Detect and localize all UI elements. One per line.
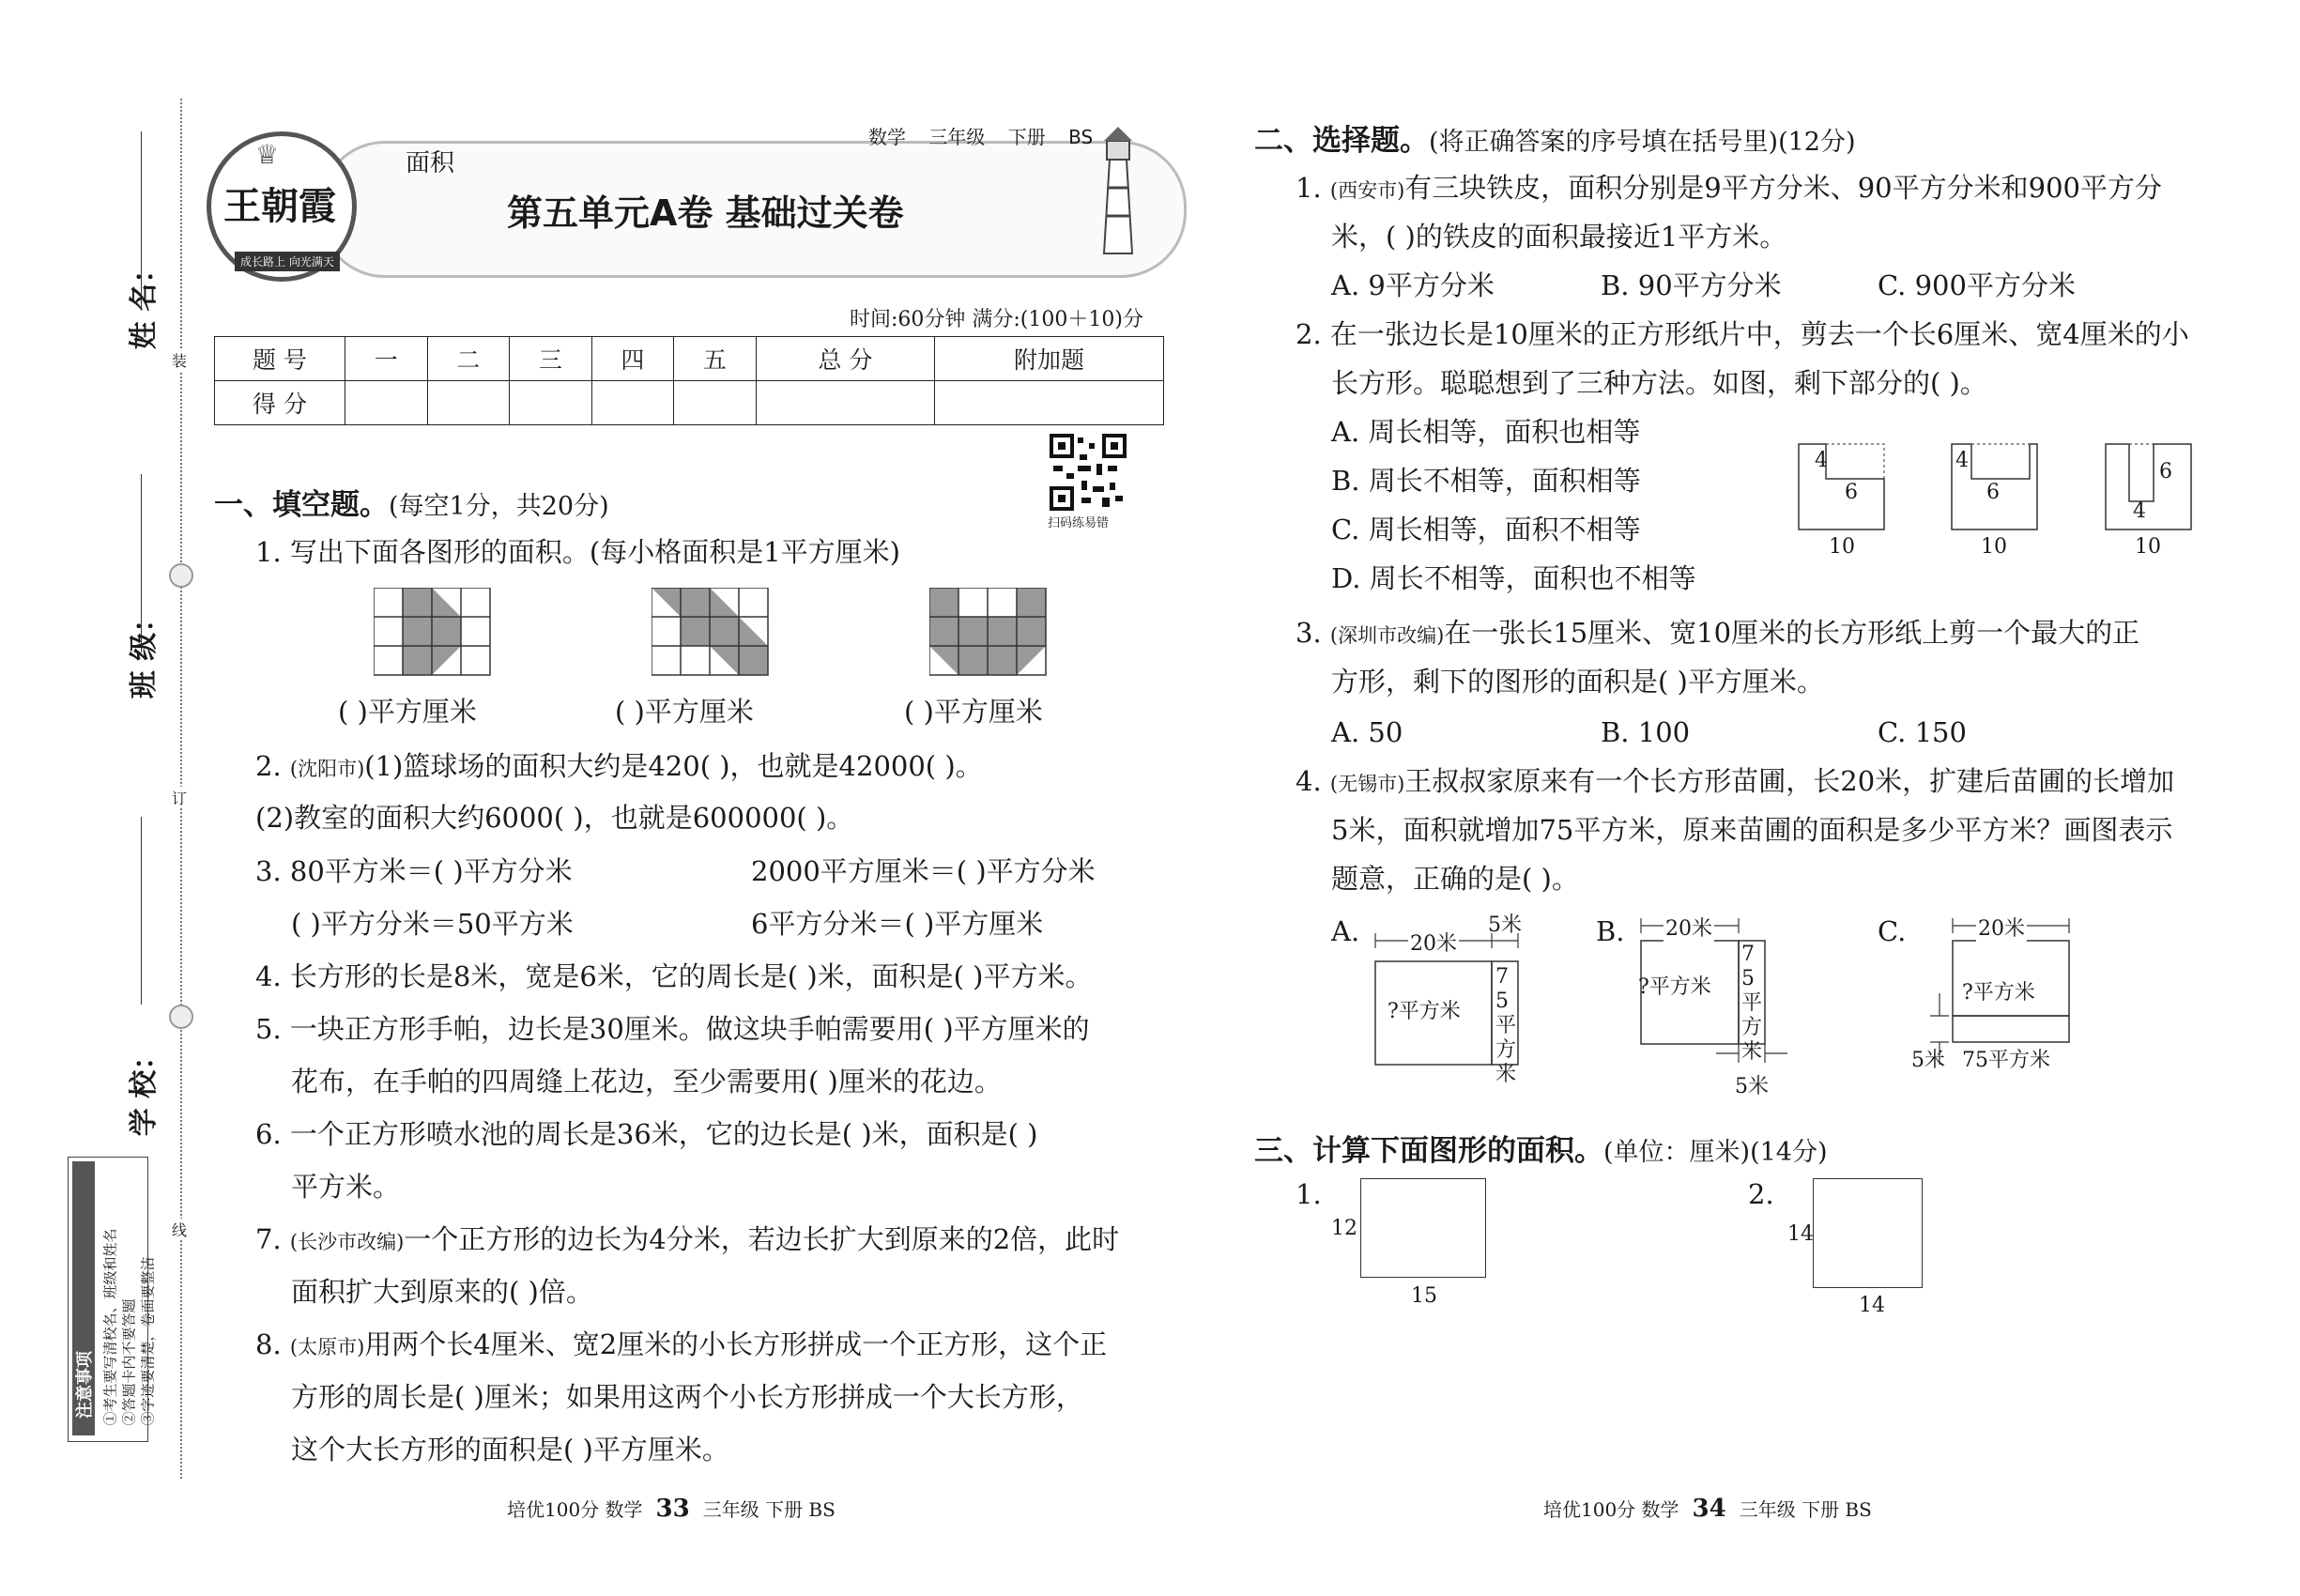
question-4: 4. 长方形的长是8米，宽是6米，它的周长是( )米，面积是( )平方米。 <box>255 960 1093 992</box>
choice-1: 1. (西安市)有三块铁皮，面积分别是9平方分米、90平方分米和900平方分 <box>1296 172 2162 204</box>
choice-3b: 方形，剩下的图形的面积是( )平方厘米。 <box>1331 666 1824 698</box>
score-input[interactable] <box>427 381 510 425</box>
source-tag: (太原市) <box>289 1336 365 1358</box>
question-3b: 2000平方厘米＝( )平方分米 <box>751 855 1096 887</box>
dim-label: 5米 <box>1911 1049 1945 1072</box>
choice-3: 3. (深圳市改编)在一张长15厘米、宽10厘米的长方形纸上剪一个最大的正 <box>1296 617 2140 649</box>
score-cell: 总 分 <box>756 337 934 381</box>
notice-item-2: ②答题卡内不要答题 <box>120 1298 138 1426</box>
school-label: 学 校： <box>128 1041 161 1137</box>
brand-crown-icon: ♕ <box>255 139 280 170</box>
school-underline <box>141 817 142 1005</box>
score-cell: 二 <box>427 337 510 381</box>
score-input[interactable] <box>510 381 592 425</box>
option-b-diagram <box>1632 913 1810 1100</box>
score-input[interactable] <box>756 381 934 425</box>
cutout-figure-3 <box>2105 443 2194 532</box>
choice-2b: 长方形。聪聪想到了三种方法。如图，剩下部分的( )。 <box>1331 367 1987 399</box>
choice-3-opt-b[interactable]: B. 100 <box>1601 716 1691 748</box>
page-number: 34 <box>1692 1495 1726 1523</box>
choice-1a: 有三块铁皮，面积分别是9平方分米、90平方分米和900平方分 <box>1404 172 2162 204</box>
question-8b: 方形的周长是( )厘米；如果用这两个小长方形拼成一个大长方形， <box>291 1381 1083 1413</box>
section3-title <box>1254 1127 1828 1169</box>
source-tag: (长沙市改编) <box>289 1231 405 1253</box>
score-input[interactable] <box>935 381 1164 425</box>
question-1: 1. 写出下面各图形的面积。(每小格面积是1平方厘米) <box>255 536 900 568</box>
choice-3-opt-c[interactable]: C. 150 <box>1878 716 1967 748</box>
cut-mark-3: 线 <box>172 1219 187 1240</box>
footer-grade: 三年级 下册 BS <box>1739 1498 1872 1521</box>
dim-label: 10 <box>1829 535 1855 559</box>
score-cell: 五 <box>674 337 757 381</box>
question-8a: 用两个长4厘米、宽2厘米的小长方形拼成一个正方形，这个正 <box>364 1328 1108 1360</box>
source-tag: (沈阳市) <box>289 758 365 780</box>
score-cell: 一 <box>345 337 428 381</box>
notice-item-1: ①考生要写清校名、班级和姓名 <box>101 1228 119 1426</box>
choice-1b: 米，( )的铁皮的面积最接近1平方米。 <box>1331 221 1787 253</box>
dim-label: 14 <box>1859 1294 1885 1317</box>
question-6a: 6. 一个正方形喷水池的周长是36米，它的边长是( )米，面积是( ) <box>255 1118 1038 1150</box>
section2-note: (将正确答案的序号填在括号里)(12分) <box>1429 128 1856 157</box>
subject-tag: BS <box>1068 126 1094 148</box>
answer-blank-2[interactable]: ( )平方厘米 <box>615 696 754 728</box>
score-header-row <box>215 337 1164 381</box>
score-value-row <box>215 381 1164 425</box>
footer-series: 培优100分 数学 <box>507 1498 643 1521</box>
dim-label: 5米 <box>1735 1075 1769 1098</box>
calc-1-rectangle <box>1360 1178 1486 1278</box>
footer-right <box>1543 1495 1872 1523</box>
cut-mark-2: 订 <box>172 787 187 808</box>
choice-1-opt-b[interactable]: B. 90平方分米 <box>1601 269 1782 301</box>
grid-figure-3 <box>929 588 1047 678</box>
score-input[interactable] <box>591 381 674 425</box>
qr-caption: 扫码练易错 <box>1048 516 1110 530</box>
area-label: ?平方米 <box>1962 981 2035 1005</box>
notice-box <box>68 1157 157 1442</box>
score-input[interactable] <box>674 381 757 425</box>
choice-1-opt-c[interactable]: C. 900平方分米 <box>1878 269 2076 301</box>
dim-label: 10 <box>2135 535 2161 559</box>
score-cell: 四 <box>591 337 674 381</box>
cut-mark-1: 装 <box>172 349 187 371</box>
name-label: 姓 名： <box>128 254 161 350</box>
dim-label: 4 <box>1955 449 1969 472</box>
brand-name: 王朝霞 <box>223 184 336 228</box>
class-label: 班 级： <box>128 604 161 699</box>
question-3c: ( )平方分米＝50平方米 <box>291 908 574 940</box>
dim-label: 12 <box>1331 1217 1357 1240</box>
question-2a: (1)篮球场的面积大约是420( )，也就是42000( )。 <box>364 750 983 782</box>
grid-figure-1 <box>374 588 491 678</box>
section1-note: (每空1分，共20分) <box>389 492 609 521</box>
source-tag: (无锡市) <box>1329 773 1405 795</box>
question-3d: 6平方分米＝( )平方厘米 <box>751 908 1044 940</box>
choice-4: 4. (无锡市)王叔叔家原来有一个长方形苗圃，长20米，扩建后苗圃的长增加 <box>1296 765 2175 797</box>
subject-tag: 数学 <box>868 126 906 148</box>
source-tag: (深圳市改编) <box>1329 624 1445 647</box>
section3-note: (单位：厘米)(14分) <box>1603 1138 1828 1167</box>
question-8: 8. (太原市)用两个长4厘米、宽2厘米的小长方形拼成一个正方形，这个正 <box>255 1328 1108 1360</box>
question-8c: 这个大长方形的面积是( )平方厘米。 <box>291 1434 729 1466</box>
dim-label: 20米 <box>1664 913 1714 942</box>
dim-label: 6 <box>2159 460 2172 483</box>
subject-tag: 下册 <box>1007 126 1046 148</box>
area-label: 75平方米 <box>1962 1049 2050 1072</box>
choice-4a: 王叔叔家原来有一个长方形苗圃，长20米，扩建后苗圃的长增加 <box>1404 765 2175 797</box>
subject-tag: 三年级 <box>928 126 986 148</box>
choice-3-opt-a[interactable]: A. 50 <box>1331 716 1403 748</box>
score-table <box>214 336 1164 425</box>
option-b-label[interactable]: B. <box>1596 915 1625 947</box>
dim-label: 20米 <box>1408 928 1459 957</box>
question-5b: 花布，在手帕的四周缝上花边，至少需要用( )厘米的花边。 <box>291 1066 1002 1097</box>
area-label: 75平方米 <box>1495 965 1517 1086</box>
choice-4c: 题意，正确的是( )。 <box>1331 863 1579 895</box>
question-2b: (2)教室的面积大约6000( )，也就是600000( )。 <box>255 802 854 834</box>
score-cell: 得 分 <box>215 381 345 425</box>
sidebar-dot-2 <box>169 1005 193 1029</box>
score-cell: 三 <box>510 337 592 381</box>
question-6b: 平方米。 <box>291 1171 401 1203</box>
question-5a: 5. 一块正方形手帕，边长是30厘米。做这块手帕需要用( )平方厘米的 <box>255 1013 1090 1045</box>
calc-1-number: 1. <box>1296 1178 1322 1210</box>
grid-figure-2 <box>652 588 769 678</box>
dim-label: 10 <box>1981 535 2007 559</box>
calc-2-square <box>1813 1178 1923 1288</box>
dim-label: 5米 <box>1488 913 1522 937</box>
score-cell: 题 号 <box>215 337 345 381</box>
dim-label: 15 <box>1411 1284 1437 1308</box>
question-3a: 3. 80平方米＝( )平方分米 <box>255 855 573 887</box>
subject-tags <box>868 122 1093 149</box>
choice-4b: 5米，面积就增加75平方米，原来苗圃的面积是多少平方米？画图表示 <box>1331 814 2173 846</box>
choice-1-opt-a[interactable]: A. 9平方分米 <box>1331 269 1495 301</box>
time-info: 时间:60分钟 满分:(100＋10)分 <box>850 308 1143 331</box>
dim-label: 4 <box>2133 499 2146 523</box>
option-c-label[interactable]: C. <box>1878 915 1907 947</box>
sidebar-dot-1 <box>169 563 193 588</box>
question-7a: 一个正方形的边长为4分米，若边长扩大到原来的2倍，此时 <box>404 1223 1120 1255</box>
choice-2a: 2. 在一张边长是10厘米的正方形纸片中，剪去一个长6厘米、宽4厘米的小 <box>1296 318 2189 350</box>
brand-sub: 成长路上 向光满天 <box>235 252 340 271</box>
dim-label: 6 <box>1845 481 1858 504</box>
page-number: 33 <box>655 1495 690 1523</box>
area-label: ?平方米 <box>1638 975 1711 999</box>
question-7b: 面积扩大到原来的( )倍。 <box>291 1276 593 1308</box>
choice-3a: 在一张长15厘米、宽10厘米的长方形纸上剪一个最大的正 <box>1444 617 2140 649</box>
page-title: 第五单元A卷 基础过关卷 <box>507 192 904 234</box>
section1-title-text: 一、填空题。 <box>214 488 389 522</box>
notice-item-3: ③字迹要清楚，卷面要整洁 <box>139 1256 157 1426</box>
calc-2-number: 2. <box>1748 1178 1774 1210</box>
answer-blank-3[interactable]: ( )平方厘米 <box>904 696 1043 728</box>
question-2: 2. (沈阳市)(1)篮球场的面积大约是420( )，也就是42000( )。 <box>255 750 983 782</box>
choice-2-opt-b[interactable]: B. 周长不相等，面积相等 <box>1331 465 1641 497</box>
choice-2-opt-d[interactable]: D. 周长不相等，面积也不相等 <box>1331 562 1696 594</box>
area-label: ?平方米 <box>1388 1000 1461 1023</box>
section2-title <box>1254 116 1856 159</box>
footer-series: 培优100分 数学 <box>1543 1498 1679 1521</box>
choice-2-opt-c[interactable]: C. 周长相等，面积不相等 <box>1331 514 1641 545</box>
topic-label: 面积 <box>406 149 455 177</box>
footer-grade: 三年级 下册 BS <box>702 1498 836 1521</box>
source-tag: (西安市) <box>1329 179 1405 202</box>
notice-title-text: 注意事项 <box>75 1351 95 1419</box>
footer-left <box>507 1495 836 1523</box>
lighthouse-icon <box>1076 122 1160 263</box>
cutout-figure-1 <box>1798 443 1887 532</box>
score-cell: 附加题 <box>935 337 1164 381</box>
section2-title-text: 二、选择题。 <box>1254 124 1429 158</box>
dim-label: 20米 <box>1976 913 2027 942</box>
qr-code-icon[interactable] <box>1050 434 1127 511</box>
choice-2-opt-a[interactable]: A. 周长相等，面积也相等 <box>1331 416 1641 448</box>
dim-label: 4 <box>1815 449 1828 472</box>
question-7: 7. (长沙市改编)一个正方形的边长为4分米，若边长扩大到原来的2倍，此时 <box>255 1223 1120 1255</box>
area-label: 75平方米 <box>1741 943 1763 1064</box>
section1-title <box>214 481 609 523</box>
option-a-label[interactable]: A. <box>1331 915 1360 947</box>
dim-label: 6 <box>1986 481 2000 504</box>
section3-title-text: 三、计算下面图形的面积。 <box>1254 1134 1603 1168</box>
dim-label: 14 <box>1787 1222 1814 1246</box>
answer-blank-1[interactable]: ( )平方厘米 <box>338 696 477 728</box>
score-input[interactable] <box>345 381 428 425</box>
